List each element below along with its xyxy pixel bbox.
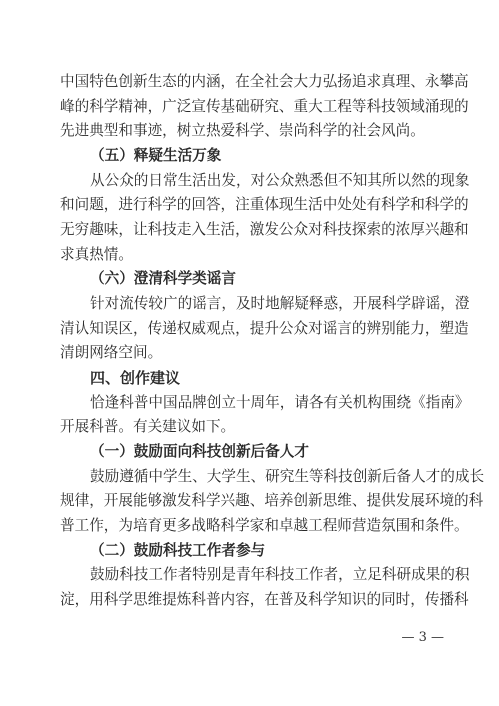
body-text-line: 求真热情。 (60, 246, 133, 263)
body-text-line: 和问题，进行科学的回答，注重体现生活中处处有科学和科学的 (60, 196, 469, 213)
body-text-line: 中国特色创新生态的内涵，在全社会大力弘扬追求真理、永攀高 (60, 73, 469, 90)
body-text-line: 恰逢科普中国品牌创立十周年，请各有关机构围绕《指南》 (90, 394, 470, 411)
subsection-heading-5: （五）释疑生活万象 (90, 147, 222, 164)
subsection-heading-6: （六）澄清科学类谣言 (90, 270, 236, 287)
body-text-line: 清认知误区，传递权威观点，提升公众对谣言的辨别能力，塑造 (60, 320, 469, 337)
body-text-line: 从公众的日常生活出发，对公众熟悉但不知其所以然的现象 (90, 172, 470, 189)
body-text-line: 规律，开展能够激发科学兴趣、培养创新思维、提供发展环境的科 (60, 492, 484, 509)
body-text-line: 鼓励遵循中学生、大学生、研究生等科技创新后备人才的成长 (90, 468, 485, 485)
body-text-line: 峰的科学精神，广泛宣传基础研究、重大工程等科技领域涌现的 (60, 98, 469, 115)
body-text-line: 普工作，为培育更多战略科学家和卓越工程师营造氛围和条件。 (60, 517, 469, 534)
body-text-line: 针对流传较广的谣言，及时地解疑释惑，开展科学辟谣，澄 (90, 295, 470, 312)
page-number: — 3 — (401, 630, 444, 645)
body-text-line: 先进典型和事迹，树立热爱科学、崇尚科学的社会风尚。 (60, 122, 425, 139)
body-text-line: 清朗网络空间。 (60, 344, 163, 361)
body-text-line: 淀，用科学思维提炼科普内容，在普及科学知识的同时，传播科 (60, 591, 469, 608)
body-text-line: 鼓励科技工作者特别是青年科技工作者，立足科研成果的积 (90, 566, 470, 583)
section-heading-4: 四、创作建议 (90, 369, 181, 387)
body-text-line: 开展科普。有关建议如下。 (60, 418, 236, 435)
subsection-heading-2: （二）鼓励科技工作者参与 (90, 542, 266, 559)
body-text-line: 无穷趣味，让科技走入生活，激发公众对科技探索的浓厚兴趣和 (60, 221, 469, 238)
subsection-heading-1: （一）鼓励面向科技创新后备人才 (90, 443, 309, 460)
